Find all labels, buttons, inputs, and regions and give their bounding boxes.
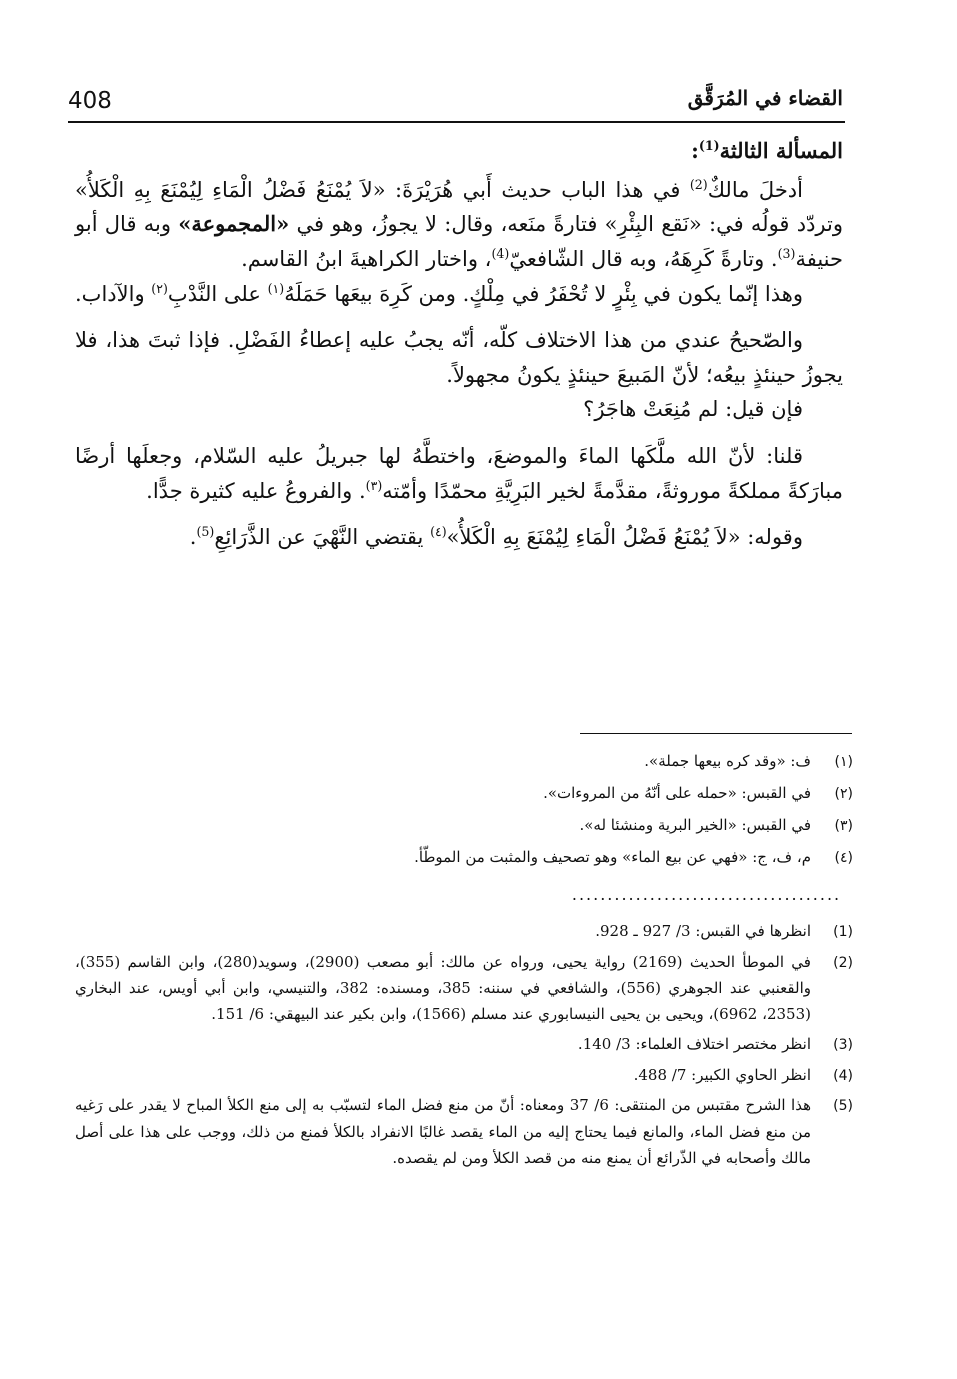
footnote-number: (5) [833,1098,853,1115]
footnote-ref: (4) [491,245,510,261]
reference-footnotes [75,918,853,1175]
footnote-ref: (٣) [365,477,383,493]
footnote-ref: (3) [777,245,796,261]
footnote-text: م، ف، ج: «فهي عن بيع الماء» وهو تصحيف والمثبت من الموطّأ. [414,848,811,866]
footnote-number: (3) [833,1037,853,1054]
page-header [68,86,843,118]
footnote [75,1092,853,1171]
footnote-ref: (٤) [430,524,447,540]
footnote-separator: ...................................... [571,885,842,904]
section-heading: المسألة الثالثة$^{(1)}$: [691,138,843,163]
footnote-text: انظر مختصر اختلاف العلماء: 3/ 140. [577,1035,811,1054]
footnote-text: هذا الشرح مقتبس من المنتقى: 6/ 37 ومعناه: أنّ من منع فضل الماء لتسبّب به إلى منع الكلأ المباح لا يقدر على رَغيه من منع فضل الماء، والمانع فيما يحتاج إليه من الماء يقصد غالبًا الانفراد بالكلأ فمنع من ذلك، ووجب على هذا على أصل مالك وأصحابه في الذّرائع أن يمنع منه من قصد الكلأ ومن لم يقصده. [75,1096,811,1167]
paragraph: فإن قيل: لم مُنِعَتْ هاجَرُ؟ [583,397,803,422]
paragraph: قلنا: لأنّ الله ملَّكَها الماءَ والموضعَ، واختطَّهُ لها جبريلُ عليه السّلام، وجعلَها أرضًا مبارَكةً مملكةً موروثةً، مقدَّمةً لخير البَرِيَّةِ محمّدًا وأمّته$^{(٣)}$. والفروعُ عليه كثيرة جدًّا. [75,444,843,503]
footnote-ref: (2) [689,176,708,192]
footnote-text: انظر الحاوي الكبير: 7/ 488. [633,1065,811,1084]
footnote-ref: (5) [196,524,215,540]
paragraph: أدخلَ مالكٌ$^{(2)}$ في هذا الباب حديث أَبي هُرَيْرَةَ: «لاَ يُمْنَعُ فَضْلُ الْمَاءِ لِيُمْنَعَ بِهِ الْكَلأُ» وتردّد قولُه في: «نَقع البِئْرِ» فتارةً منَعه، وقال: لا يجوزُ، وهو في «المجموعة» وبه قال أبو حنيفة$^{(3)}$. وتارةً كَرِهَهُ، وبه قال الشّافعيّ$^{(4)}$، واختار الكراهيةَ ابنُ القاسم. [75,176,843,271]
footnote-number: (1) [833,924,853,940]
page-number: 408 [68,88,112,114]
footnote-number: (4) [833,1067,853,1084]
footnote-text: ف: «وقد كره بيعها جملة». [644,752,811,770]
footnote-number: (٣) [834,818,853,834]
running-title: القضاء في المُرَقَّق [687,86,843,110]
paragraph: وهذا إنّما يكون في بِئْرٍ لا تُحْفَرُ في مِلْكٍ. ومن كَرِهَ بيعَها حَمَلَهُ$^{(١)}$ على النَّدْبِ$^{(٢)}$ والآداب. [75,280,803,306]
footnote [75,1062,853,1089]
footnote-number: (٢) [834,786,853,802]
header-rule [68,121,845,123]
editor-footnotes [300,752,853,880]
paragraph: وقوله: «لاَ يُمْنَعُ فَضْلُ الْمَاءِ لِيُمْنَعَ بِهِ الْكَلأُ»$^{(٤)}$ يقتضي النَّهْيَ عن الذَّرَائِعِ$^{(5)}$. [189,524,803,550]
footnote [300,816,853,848]
footnote [75,918,853,945]
main-text [75,134,843,555]
footnote-rule [580,733,852,734]
footnote [75,1031,853,1058]
footnote-ref: (٢) [151,280,168,296]
footnote-text: في القبس: «الخير البرية ومنشئا له». [579,816,811,834]
footnote-number: (٤) [834,850,853,866]
footnote-text: في القبس: «حمله على أنّهُ من المروءات». [543,784,811,802]
footnote [300,752,853,784]
footnote [75,949,853,1028]
footnote-number: (١) [834,754,853,770]
footnote-number: (2) [833,954,853,971]
paragraph: والصّحيحُ عندي من هذا الاختلاف كلّه، أنّه يجبُ عليه إعطاءُ الفَضْلِ. فإذا ثبتَ هذا، فلا يجوزُ حينئذٍ بيعُه؛ لأنّ المَبيعَ حينئذٍ يكونُ مجهولاً. [75,328,843,387]
footnote-ref: (١) [267,280,285,296]
footnote [300,784,853,816]
footnote [300,848,853,880]
footnote-ref: (1) [698,138,720,153]
footnote-text: في الموطأ الحديث (2169) رواية يحيى، ورواه عن مالك: أبو مصعب (2900)، وسويد(280)، وابن القاسم (355)، والقعنبي عند الجوهري (556)، والشافعي في سننه: 385، ومسنده: 382، والتنيسي، وابن أبي أويس، عند البخاري (2353، 6962)، ويحيى بن يحيى النيسابوري عند مسلم (1566)، وابن بكير عند البيهقي: 6/ 151. [75,952,811,1023]
footnote-text: انظرها في القبس: 3/ 927 ـ 928. [595,922,811,940]
